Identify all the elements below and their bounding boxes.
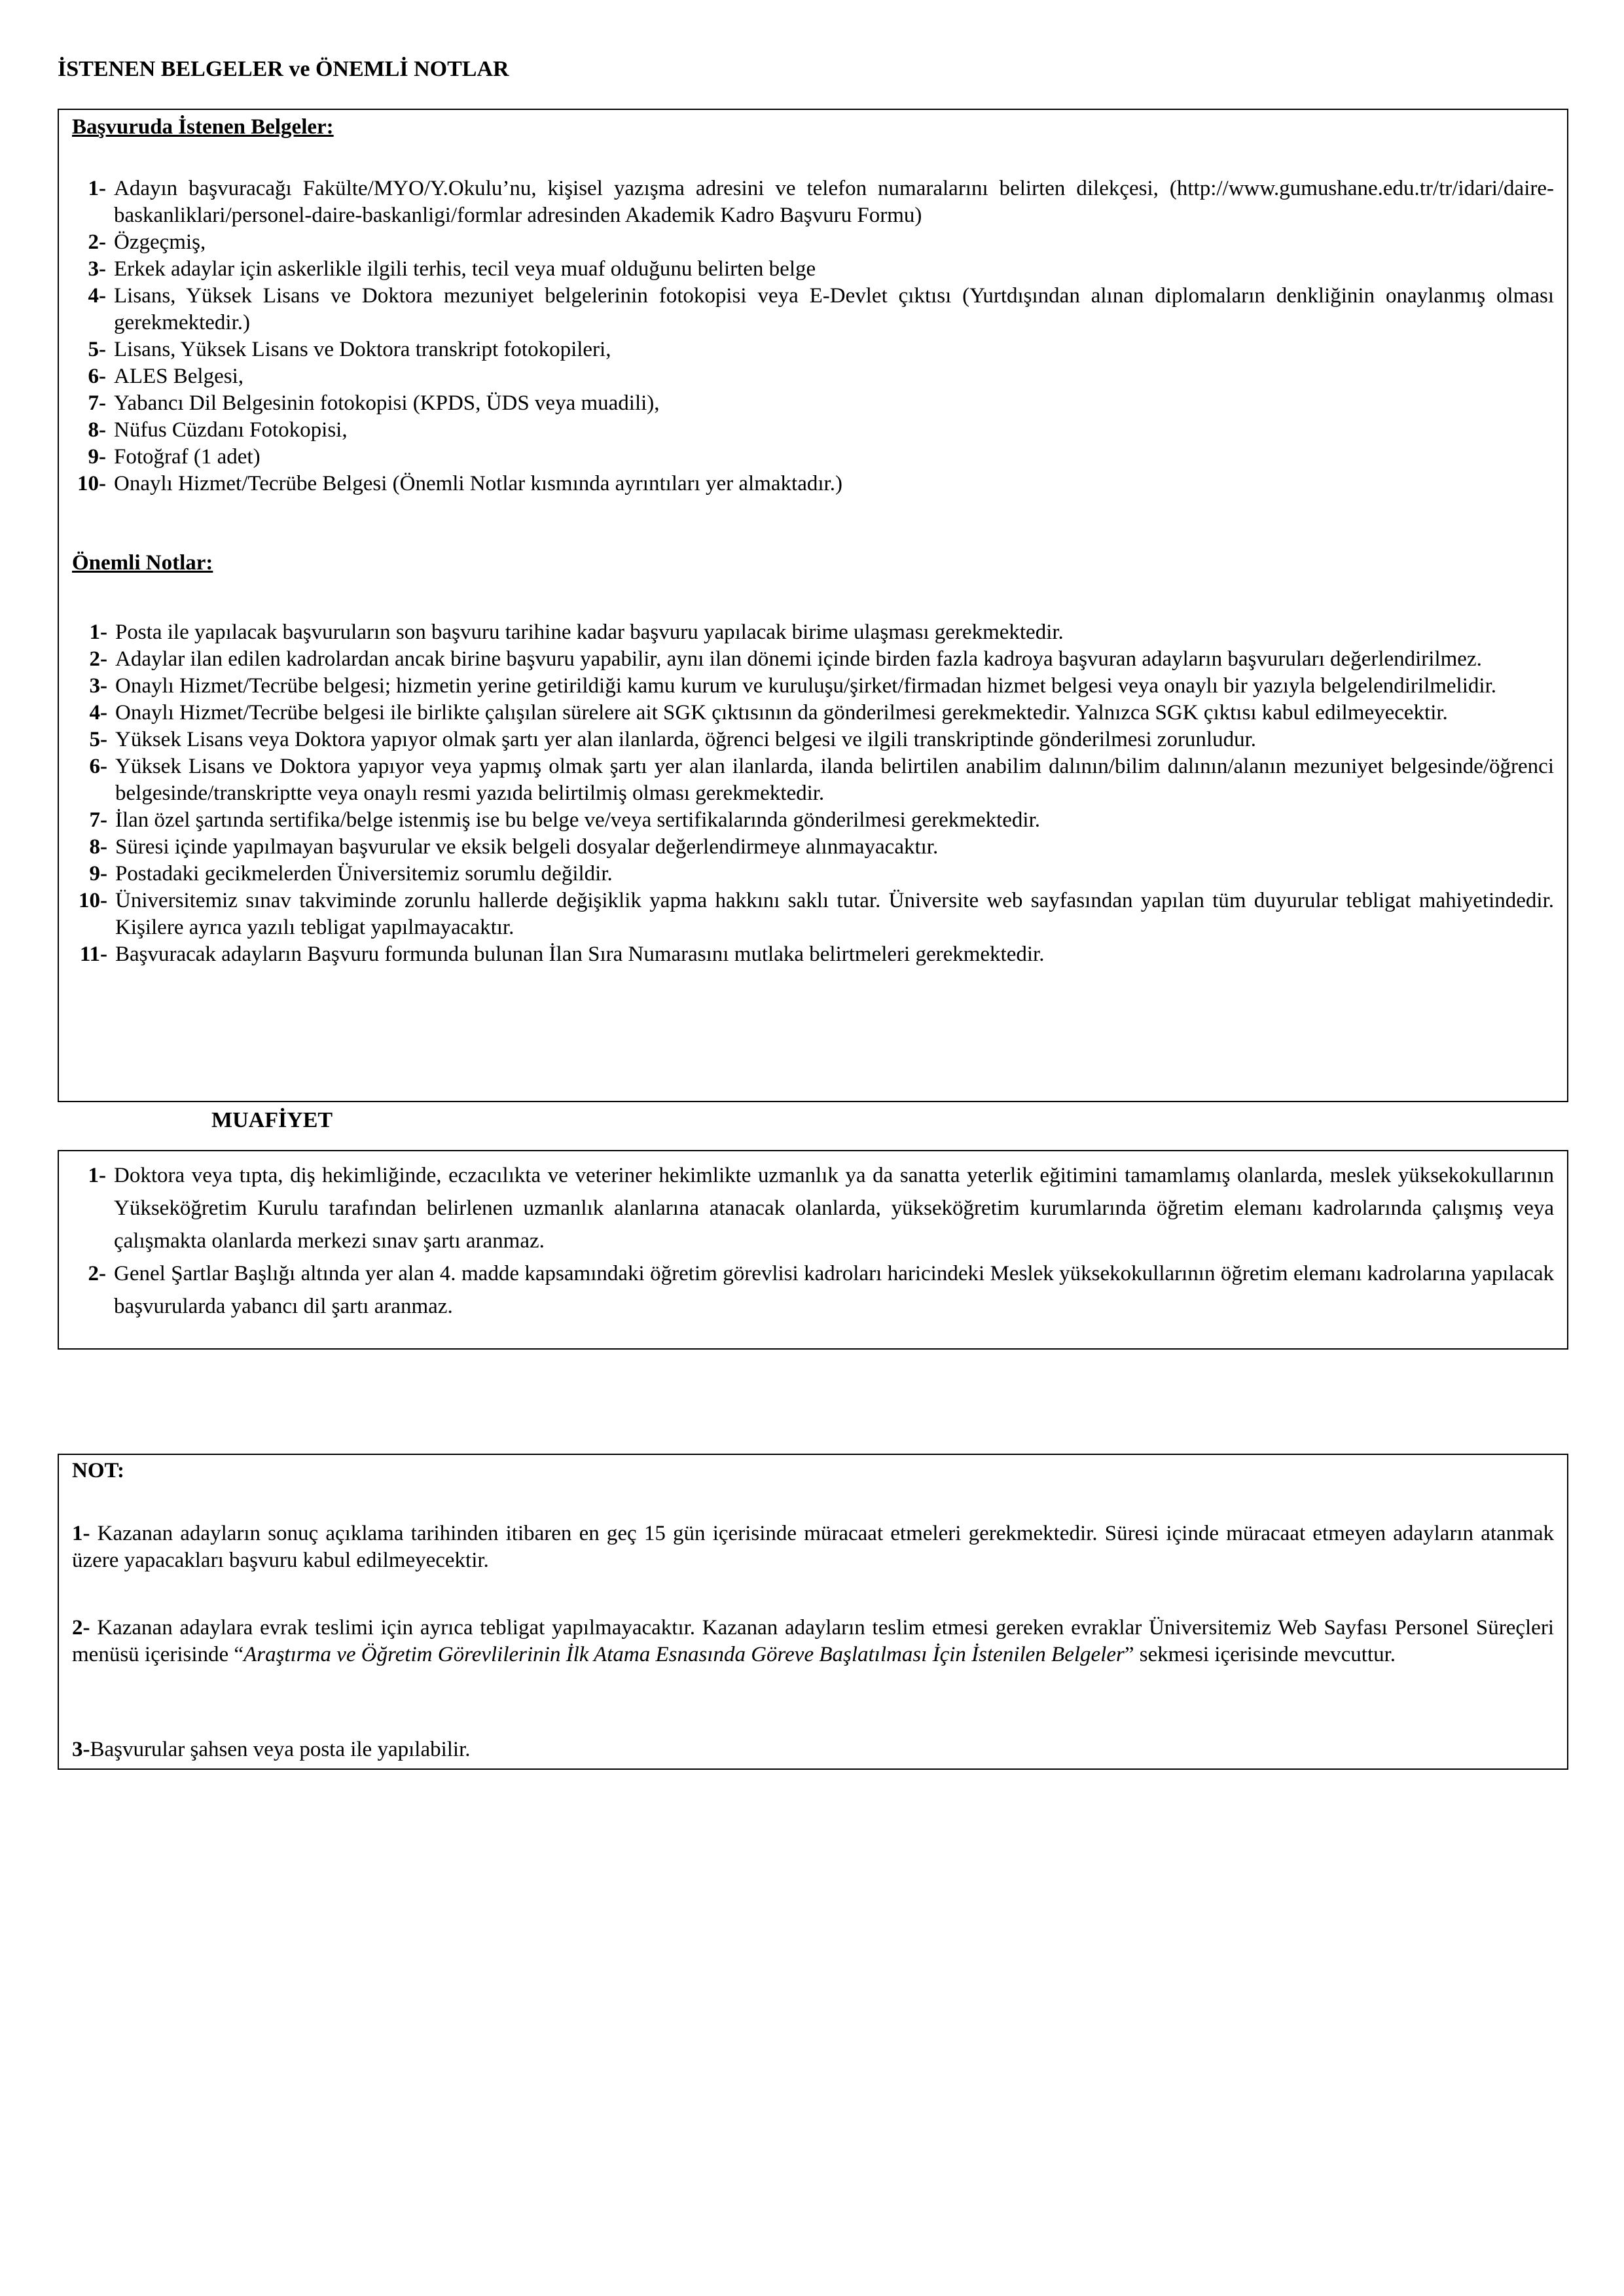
note-paragraph-3 [72, 1736, 1554, 1763]
note-item-number: 10- [79, 889, 107, 912]
document-item-number: 2- [88, 230, 106, 254]
document-item-text: Lisans, Yüksek Lisans ve Doktora mezuniyet belgelerinin fotokopisi veya E-Devlet çıktısı (Yurtdışından alınan diplomaların denkliğinin onaylanmış olması gerekmektedir.) [114, 284, 1554, 334]
note-paragraph-2-text-a: Kazanan adaylara evrak teslimi için ayrıca tebligat yapılmayacaktır. Kazanan adayların teslim etmesi gereken evraklar Üniversitemiz Web Sayfası Personel Süreçleri menüsü içerisinde “ [72, 1616, 1554, 1666]
note-heading: NOT: [72, 1459, 125, 1482]
document-item [72, 256, 1554, 283]
note-paragraph-3-number: 3- [72, 1738, 90, 1761]
exemption-list [72, 1159, 1554, 1323]
document-item [72, 444, 1554, 471]
document-item-text: Fotoğraf (1 adet) [114, 445, 261, 469]
important-notes-list [72, 619, 1554, 968]
exemption-item [72, 1257, 1554, 1323]
document-item [72, 471, 1554, 497]
note-item-text: İlan özel şartında sertifika/belge istenmiş ise bu belge ve/veya sertifikalarında gönderilmesi gerekmektedir. [115, 808, 1041, 832]
note-item-text: Onaylı Hizmet/Tecrübe belgesi ile birlikte çalışılan sürelere ait SGK çıktısının da gönderilmesi gerekmektedir. Yalnızca SGK çıktısı kabul edilmeyecektir. [115, 701, 1448, 725]
note-item [72, 646, 1554, 673]
document-item [72, 417, 1554, 444]
document-item-text: Erkek adaylar için askerlikle ilgili terhis, tecil veya muaf olduğunu belirten belge [114, 257, 816, 281]
note-item [72, 807, 1554, 834]
required-documents-list [72, 175, 1554, 497]
exemption-item-text: Doktora veya tıpta, diş hekimliğinde, eczacılıkta ve veteriner hekimlikte uzmanlık ya da sanatta yeterlik eğitimini tamamlamış olanlarda, meslek yüksekokullarının Yükseköğretim Kurulu tarafından belirlenen uzmanlık alanlarına atanacak olanlarda, yükseköğretim kurumlarında öğretim elemanı kadrolarında çalışmış veya çalışmakta olanlarda merkezi sınav şartı aranmaz. [114, 1164, 1554, 1253]
note-paragraph-2-text-b: ” sekmesi içerisinde mevcuttur. [1124, 1643, 1396, 1666]
document-item [72, 283, 1554, 336]
document-item-number: 8- [88, 418, 106, 442]
document-item-text: Yabancı Dil Belgesinin fotokopisi (KPDS, ÜDS veya muadili), [114, 391, 660, 415]
document-item-text: Adayın başvuracağı Fakülte/MYO/Y.Okulu’nu, kişisel yazışma adresini ve telefon numaralarını belirten dilekçesi, (http://www.gumushane.edu.tr/tr/idari/daire-baskanliklari/personel-daire-baskanligi/formlar adresinden Akademik Kadro Başvuru Formu) [114, 177, 1554, 227]
document-item-number: 3- [88, 257, 106, 281]
document-item-number: 10- [77, 472, 106, 495]
document-item-text: Lisans, Yüksek Lisans ve Doktora transkript fotokopileri, [114, 338, 611, 361]
exemption-title: MUAFİYET [211, 1108, 333, 1132]
note-item-number: 8- [89, 835, 107, 859]
document-item-text: ALES Belgesi, [114, 365, 244, 388]
note-paragraph-1-text: Kazanan adayların sonuç açıklama tarihinden itibaren en geç 15 gün içerisinde müracaat etmeleri gerekmektedir. Süresi içinde müracaat etmeyen adayların atanmak üzere yapacakları başvuru kabul edilmeyecektir. [72, 1522, 1554, 1572]
note-item [72, 673, 1554, 700]
exemption-item-number: 2- [88, 1262, 106, 1285]
note-item-number: 11- [79, 942, 107, 966]
note-item [72, 726, 1554, 753]
note-item-number: 9- [89, 862, 107, 886]
document-item-text: Özgeçmiş, [114, 230, 206, 254]
note-item [72, 941, 1554, 968]
note-paragraph-1-number: 1- [72, 1522, 90, 1545]
document-item [72, 390, 1554, 417]
note-item [72, 619, 1554, 646]
note-item-text: Yüksek Lisans ve Doktora yapıyor veya yapmış olmak şartı yer alan ilanlarda, ilanda belirtilen anabilim dalının/bilim dalının/alanın mezuniyet belgesinde/öğrenci belgesinde/transkriptte veya onaylı resmi yazıda belirtilmiş olması gerekmektedir. [115, 755, 1554, 805]
document-item-number: 5- [88, 338, 106, 361]
note-item-number: 2- [89, 647, 107, 671]
document-item-text: Nüfus Cüzdanı Fotokopisi, [114, 418, 348, 442]
document-item-number: 9- [88, 445, 106, 469]
exemption-item [72, 1159, 1554, 1257]
note-item-text: Posta ile yapılacak başvuruların son başvuru tarihine kadar başvuru yapılacak birime ulaşması gerekmektedir. [115, 620, 1064, 644]
document-item [72, 363, 1554, 390]
documents-and-notes-box [58, 109, 1568, 1102]
note-paragraph-3-text: Başvurular şahsen veya posta ile yapılabilir. [90, 1738, 471, 1761]
important-notes-heading: Önemli Notlar: [72, 551, 213, 575]
exemption-item-text: Genel Şartlar Başlığı altında yer alan 4. madde kapsamındaki öğretim görevlisi kadroları haricindeki Meslek yüksekokullarının öğretim elemanı kadrolarına yapılacak başvurularda yabancı dil şartı aranmaz. [114, 1262, 1554, 1318]
note-item [72, 861, 1554, 888]
document-item [72, 175, 1554, 229]
note-box [58, 1454, 1568, 1770]
note-item [72, 700, 1554, 726]
note-item [72, 888, 1554, 941]
note-paragraph-1 [72, 1520, 1554, 1574]
note-item-number: 7- [89, 808, 107, 832]
note-item-text: Başvuracak adayların Başvuru formunda bulunan İlan Sıra Numarasını mutlaka belirtmeleri gerekmektedir. [115, 942, 1045, 966]
note-item-text: Süresi içinde yapılmayan başvurular ve eksik belgeli dosyalar değerlendirmeye alınmayacaktır. [115, 835, 939, 859]
document-item [72, 336, 1554, 363]
note-item-text: Postadaki gecikmelerden Üniversitemiz sorumlu değildir. [115, 862, 613, 886]
document-item-number: 6- [88, 365, 106, 388]
note-item-text: Üniversitemiz sınav takviminde zorunlu hallerde değişiklik yapma hakkını saklı tutar. Üniversite web sayfasından yapılan tüm duyurular tebligat mahiyetindedir. Kişilere ayrıca yazılı tebligat yapılmayacaktır. [115, 889, 1554, 939]
document-item-number: 1- [88, 177, 106, 200]
note-item-number: 1- [89, 620, 107, 644]
note-item-text: Yüksek Lisans veya Doktora yapıyor olmak şartı yer alan ilanlarda, öğrenci belgesi ve ilgili transkriptinde gönderilmesi zorunludur. [115, 728, 1257, 751]
note-item-text: Adaylar ilan edilen kadrolardan ancak birine başvuru yapabilir, aynı ilan dönemi içinde birden fazla kadroya başvuran adayların başvuruları değerlendirilmez. [115, 647, 1482, 671]
note-paragraph-2-italic: Araştırma ve Öğretim Görevlilerinin İlk Atama Esnasında Göreve Başlatılması İçin İstenilen Belgeler [244, 1643, 1125, 1666]
exemption-box [58, 1150, 1568, 1350]
required-documents-heading: Başvuruda İstenen Belgeler: [72, 115, 334, 139]
note-item [72, 834, 1554, 861]
note-paragraph-2 [72, 1615, 1554, 1668]
note-item-number: 3- [89, 674, 107, 698]
exemption-item-number: 1- [88, 1164, 106, 1187]
document-item-number: 4- [88, 284, 106, 308]
document-item [72, 229, 1554, 256]
document-item-number: 7- [88, 391, 106, 415]
page-title: İSTENEN BELGELER ve ÖNEMLİ NOTLAR [58, 57, 509, 81]
note-item [72, 753, 1554, 807]
document-item-text: Onaylı Hizmet/Tecrübe Belgesi (Önemli Notlar kısmında ayrıntıları yer almaktadır.) [114, 472, 842, 495]
note-paragraph-2-number: 2- [72, 1616, 90, 1640]
note-item-number: 6- [89, 755, 107, 778]
note-item-text: Onaylı Hizmet/Tecrübe belgesi; hizmetin yerine getirildiği kamu kurum ve kuruluşu/şirket/firmadan hizmet belgesi veya onaylı bir yazıyla belgelendirilmelidir. [115, 674, 1496, 698]
note-item-number: 4- [89, 701, 107, 725]
note-item-number: 5- [89, 728, 107, 751]
